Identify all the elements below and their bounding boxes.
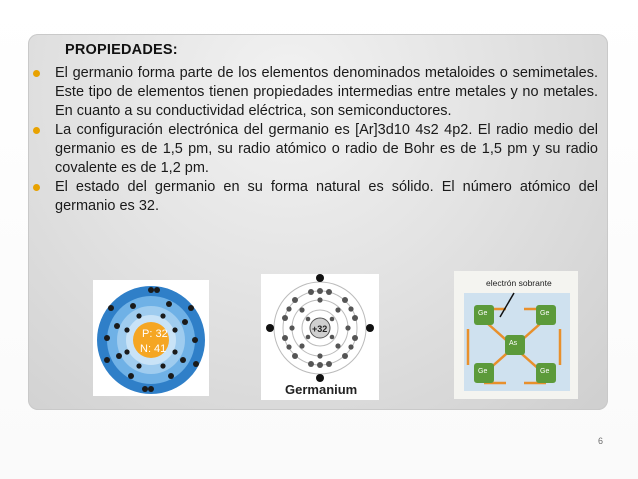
lattice-atom-label: Ge: [540, 310, 550, 317]
proton-label: P: 32: [142, 328, 168, 340]
shell-diagram-image: [261, 274, 379, 400]
bullet-dot-icon: [33, 184, 40, 191]
nucleus-label: +32: [312, 324, 328, 334]
lattice-diagram-image: [454, 271, 578, 399]
shell-caption: Germanium: [285, 382, 358, 397]
lattice-atom-label: Ge: [478, 368, 488, 375]
lattice-atom-label: Ge: [478, 310, 488, 317]
bullet-dot-icon: [33, 70, 40, 77]
lattice-caption: electrón sobrante: [486, 278, 552, 288]
bullet-text: El germanio forma parte de los elementos denominados metaloides o semimetales. Este tipo de elementos tienen propiedades intermedias entre metales y no metales. En cuanto a su conductividad eléctrica, son semiconductores.: [55, 65, 598, 119]
page-number: 6: [598, 436, 604, 446]
lattice-atom-label: As: [509, 340, 518, 347]
bullet-text: La configuración electrónica del germanio es [Ar]3d10 4s2 4p2. El radio medio del germanio es de 1,5 pm, su radio atómico o radio de Bohr es de 1,5 pm y su radio covalente es de 1,2 pm.: [55, 122, 598, 176]
bullet-list: [30, 64, 598, 216]
bullet-item: [30, 178, 598, 216]
bullet-item: [30, 64, 598, 121]
bullet-dot-icon: [33, 127, 40, 134]
neutron-label: N: 41: [140, 343, 167, 355]
atom-model-image: [93, 280, 209, 396]
bullet-item: [30, 121, 598, 178]
slide-title: PROPIEDADES:: [65, 42, 178, 58]
lattice-atom-label: Ge: [540, 368, 550, 375]
bullet-text: El estado del germanio en su forma natural es sólido. El número atómico del germanio es 32.: [55, 179, 598, 214]
